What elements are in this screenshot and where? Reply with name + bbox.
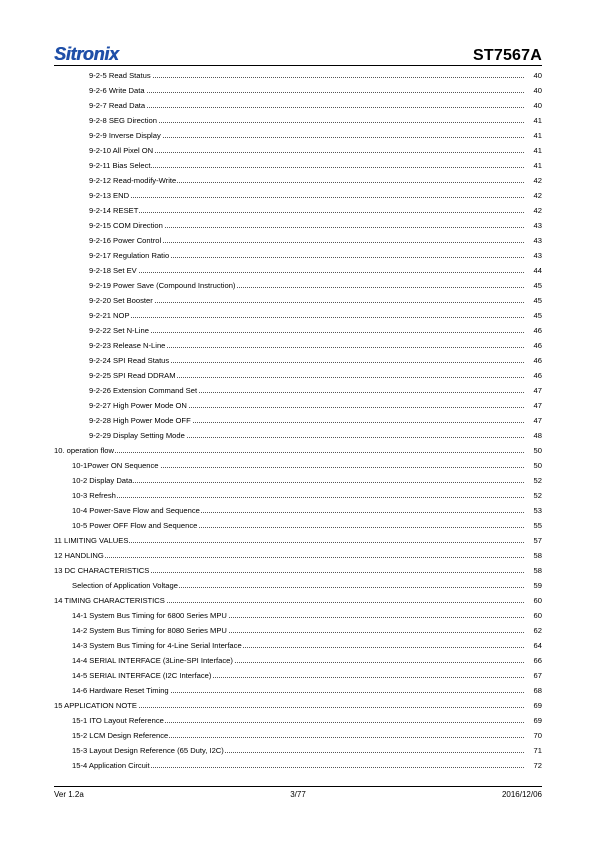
toc-entry-title: 9-2-25 SPI Read DDRAM	[89, 368, 177, 383]
footer-date: 2016/12/06	[501, 790, 542, 799]
toc-entry-page: 40	[533, 68, 542, 83]
toc-entry[interactable]	[54, 638, 542, 653]
toc-entry-title: 14-1 System Bus Timing for 6800 Series MPU	[72, 608, 228, 623]
toc-entry[interactable]	[54, 278, 542, 293]
toc-entry-title: 9-2-15 COM Direction	[89, 218, 164, 233]
toc-entry-title: 9-2-26 Extension Command Set	[89, 383, 198, 398]
toc-entry[interactable]	[54, 473, 542, 488]
toc-leader-dots	[72, 497, 524, 498]
toc-entry-page: 46	[533, 368, 542, 383]
toc-entry-title: 9-2-18 Set EV	[89, 263, 138, 278]
toc-entry-page: 59	[533, 578, 542, 593]
toc-entry-page: 45	[533, 278, 542, 293]
toc-entry-page: 62	[533, 623, 542, 638]
toc-entry-title: 10-2 Display Data	[72, 473, 133, 488]
toc-entry-title: 9-2-16 Power Control	[89, 233, 162, 248]
toc-entry-page: 41	[533, 143, 542, 158]
toc-entry-title: 9-2-29 Display Setting Mode	[89, 428, 186, 443]
toc-entry-title: 12 HANDLING	[54, 548, 105, 563]
toc-entry-title: 9-2-9 Inverse Display	[89, 128, 162, 143]
toc-entry[interactable]	[54, 68, 542, 83]
toc-entry[interactable]	[54, 758, 542, 773]
toc-entry-page: 67	[533, 668, 542, 683]
footer-divider	[54, 786, 542, 787]
toc-entry-page: 52	[533, 473, 542, 488]
toc-entry-title: 9-2-24 SPI Read Status	[89, 353, 170, 368]
toc-entry-page: 47	[533, 383, 542, 398]
footer-version: Ver 1.2a	[54, 790, 84, 799]
toc-leader-dots	[89, 212, 524, 213]
toc-entry[interactable]	[54, 263, 542, 278]
toc-entry[interactable]	[54, 578, 542, 593]
toc-leader-dots	[89, 92, 524, 93]
toc-entry-page: 43	[533, 233, 542, 248]
toc-entry-page: 58	[533, 563, 542, 578]
toc-entry-title: 9-2-6 Write Data	[89, 83, 146, 98]
toc-entry-page: 68	[533, 683, 542, 698]
toc-entry-title: 9-2-17 Regulation Ratio	[89, 248, 170, 263]
toc-entry-page: 43	[533, 218, 542, 233]
toc-entry[interactable]	[54, 293, 542, 308]
toc-entry-title: 13 DC CHARACTERISTICS	[54, 563, 150, 578]
toc-entry-title: 9-2-10 All Pixel ON	[89, 143, 154, 158]
toc-entry[interactable]	[54, 443, 542, 458]
toc-entry-page: 47	[533, 398, 542, 413]
toc-entry-page: 58	[533, 548, 542, 563]
toc-entry-title: 14-4 SERIAL INTERFACE (3Line-SPI Interface)	[72, 653, 234, 668]
toc-entry-page: 46	[533, 338, 542, 353]
toc-leader-dots	[89, 272, 524, 273]
model-title: ST7567A	[473, 47, 542, 64]
toc-entry-title: 9-2-8 SEG Direction	[89, 113, 158, 128]
toc-entry-title: 14-5 SERIAL INTERFACE (I2C Interface)	[72, 668, 212, 683]
toc-entry-page: 45	[533, 308, 542, 323]
toc-entry-title: 11 LIMITING VALUES	[54, 533, 129, 548]
page-footer	[54, 790, 542, 802]
toc-entry-title: 9-2-21 NOP	[89, 308, 131, 323]
toc-entry-page: 43	[533, 248, 542, 263]
toc-entry-page: 50	[533, 443, 542, 458]
toc-entry-page: 52	[533, 488, 542, 503]
toc-entry[interactable]	[54, 233, 542, 248]
toc-entry-page: 41	[533, 158, 542, 173]
toc-entry-page: 46	[533, 353, 542, 368]
toc-entry-page: 45	[533, 293, 542, 308]
toc-entry-title: 14 TIMING CHARACTERISTICS	[54, 593, 166, 608]
toc-entry-title: 9-2-7 Read Data	[89, 98, 146, 113]
toc-entry-page: 42	[533, 203, 542, 218]
toc-entry-page: 60	[533, 593, 542, 608]
toc-entry[interactable]	[54, 488, 542, 503]
toc-entry[interactable]	[54, 713, 542, 728]
toc-entry[interactable]	[54, 458, 542, 473]
toc-entry-page: 69	[533, 698, 542, 713]
toc-entry-title: 9-2-13 END	[89, 188, 130, 203]
toc-entry[interactable]	[54, 683, 542, 698]
toc-entry-title: 14-6 Hardware Reset Timing	[72, 683, 170, 698]
page-header	[54, 44, 542, 66]
toc-entry-title: 10-1Power ON Sequence	[72, 458, 160, 473]
toc-leader-dots	[89, 77, 524, 78]
toc-entry[interactable]	[54, 368, 542, 383]
toc-entry[interactable]	[54, 548, 542, 563]
toc-entry[interactable]	[54, 623, 542, 638]
toc-entry-title: 9-2-14 RESET	[89, 203, 139, 218]
toc-entry-title: 10-5 Power OFF Flow and Sequence	[72, 518, 198, 533]
toc-leader-dots	[89, 107, 524, 108]
toc-entry-page: 42	[533, 173, 542, 188]
toc-entry-title: 15-3 Layout Design Reference (65 Duty, I2C)	[72, 743, 225, 758]
toc-entry-title: 10-4 Power-Save Flow and Sequence	[72, 503, 201, 518]
toc-entry[interactable]	[54, 218, 542, 233]
toc-leader-dots	[89, 197, 524, 198]
toc-entry-title: 15-2 LCM Design Reference	[72, 728, 169, 743]
toc-entry-page: 70	[533, 728, 542, 743]
toc-leader-dots	[89, 332, 524, 333]
toc-entry[interactable]	[54, 203, 542, 218]
toc-entry-title: 9-2-11 Bias Select	[89, 158, 151, 173]
toc-entry-title: 10. operation flow	[54, 443, 115, 458]
toc-entry-page: 46	[533, 323, 542, 338]
toc-entry[interactable]	[54, 563, 542, 578]
toc-entry[interactable]	[54, 398, 542, 413]
toc-entry[interactable]	[54, 308, 542, 323]
footer-page-number: 3/77	[290, 790, 306, 799]
toc-entry[interactable]	[54, 518, 542, 533]
toc-entry-page: 57	[533, 533, 542, 548]
toc-entry[interactable]	[54, 143, 542, 158]
toc-entry[interactable]	[54, 338, 542, 353]
toc-entry-page: 55	[533, 518, 542, 533]
toc-entry[interactable]	[54, 503, 542, 518]
toc-entry[interactable]	[54, 593, 542, 608]
toc-entry[interactable]	[54, 188, 542, 203]
toc-entry[interactable]	[54, 428, 542, 443]
toc-leader-dots	[54, 452, 524, 453]
toc-entry-page: 40	[533, 83, 542, 98]
toc-entry[interactable]	[54, 173, 542, 188]
toc-entry-page: 47	[533, 413, 542, 428]
toc-entry-title: 9-2-27 High Power Mode ON	[89, 398, 188, 413]
toc-entry-title: 15-4 Application Circuit	[72, 758, 151, 773]
toc-entry-page: 72	[533, 758, 542, 773]
toc-entry[interactable]	[54, 113, 542, 128]
toc-entry[interactable]	[54, 743, 542, 758]
toc-entry[interactable]	[54, 128, 542, 143]
toc-entry-page: 48	[533, 428, 542, 443]
toc-entry[interactable]	[54, 248, 542, 263]
header-divider	[54, 65, 542, 66]
toc-entry-title: 9-2-23 Release N-Line	[89, 338, 166, 353]
toc-leader-dots	[89, 302, 524, 303]
toc-leader-dots	[89, 152, 524, 153]
toc-entry-page: 42	[533, 188, 542, 203]
toc-leader-dots	[54, 557, 524, 558]
toc-entry-title: 15-1 ITO Layout Reference	[72, 713, 165, 728]
toc-entry-title: 9-2-12 Read-modify-Write	[89, 173, 177, 188]
toc-entry-page: 71	[533, 743, 542, 758]
toc-entry-page: 41	[533, 128, 542, 143]
toc-entry[interactable]	[54, 698, 542, 713]
toc-entry-page: 69	[533, 713, 542, 728]
toc-entry[interactable]	[54, 353, 542, 368]
toc-entry[interactable]	[54, 728, 542, 743]
toc-entry[interactable]	[54, 413, 542, 428]
toc-entry[interactable]	[54, 653, 542, 668]
toc-entry-title: 15 APPLICATION NOTE	[54, 698, 138, 713]
toc-entry[interactable]	[54, 668, 542, 683]
toc-entry-page: 40	[533, 98, 542, 113]
toc-entry[interactable]	[54, 83, 542, 98]
toc-entry-title: 14-3 System Bus Timing for 4-Line Serial Interface	[72, 638, 243, 653]
toc-entry-title: 9-2-20 Set Booster	[89, 293, 154, 308]
toc-entry-page: 50	[533, 458, 542, 473]
toc-entry[interactable]	[54, 158, 542, 173]
toc-entry[interactable]	[54, 98, 542, 113]
toc-entry[interactable]	[54, 608, 542, 623]
toc-entry-title: 14-2 System Bus Timing for 8080 Series MPU	[72, 623, 228, 638]
toc-entry-page: 66	[533, 653, 542, 668]
toc-entry-page: 44	[533, 263, 542, 278]
toc-entry[interactable]	[54, 533, 542, 548]
toc-entry-page: 64	[533, 638, 542, 653]
toc-entry-title: 9-2-28 High Power Mode OFF	[89, 413, 192, 428]
toc-entry[interactable]	[54, 383, 542, 398]
toc-entry-title: 9-2-22 Set N-Line	[89, 323, 150, 338]
toc-leader-dots	[89, 167, 524, 168]
toc-entry-title: 9-2-5 Read Status	[89, 68, 152, 83]
toc-entry-title: 9-2-19 Power Save (Compound Instruction)	[89, 278, 236, 293]
toc-entry-title: Selection of Application Voltage	[72, 578, 179, 593]
toc-entry-page: 41	[533, 113, 542, 128]
table-of-contents	[54, 68, 542, 773]
toc-entry-page: 53	[533, 503, 542, 518]
toc-entry-title: 10-3 Refresh	[72, 488, 117, 503]
toc-entry[interactable]	[54, 323, 542, 338]
toc-entry-page: 60	[533, 608, 542, 623]
toc-leader-dots	[72, 482, 524, 483]
brand-logo: Sitronix	[54, 44, 119, 64]
toc-leader-dots	[89, 317, 524, 318]
